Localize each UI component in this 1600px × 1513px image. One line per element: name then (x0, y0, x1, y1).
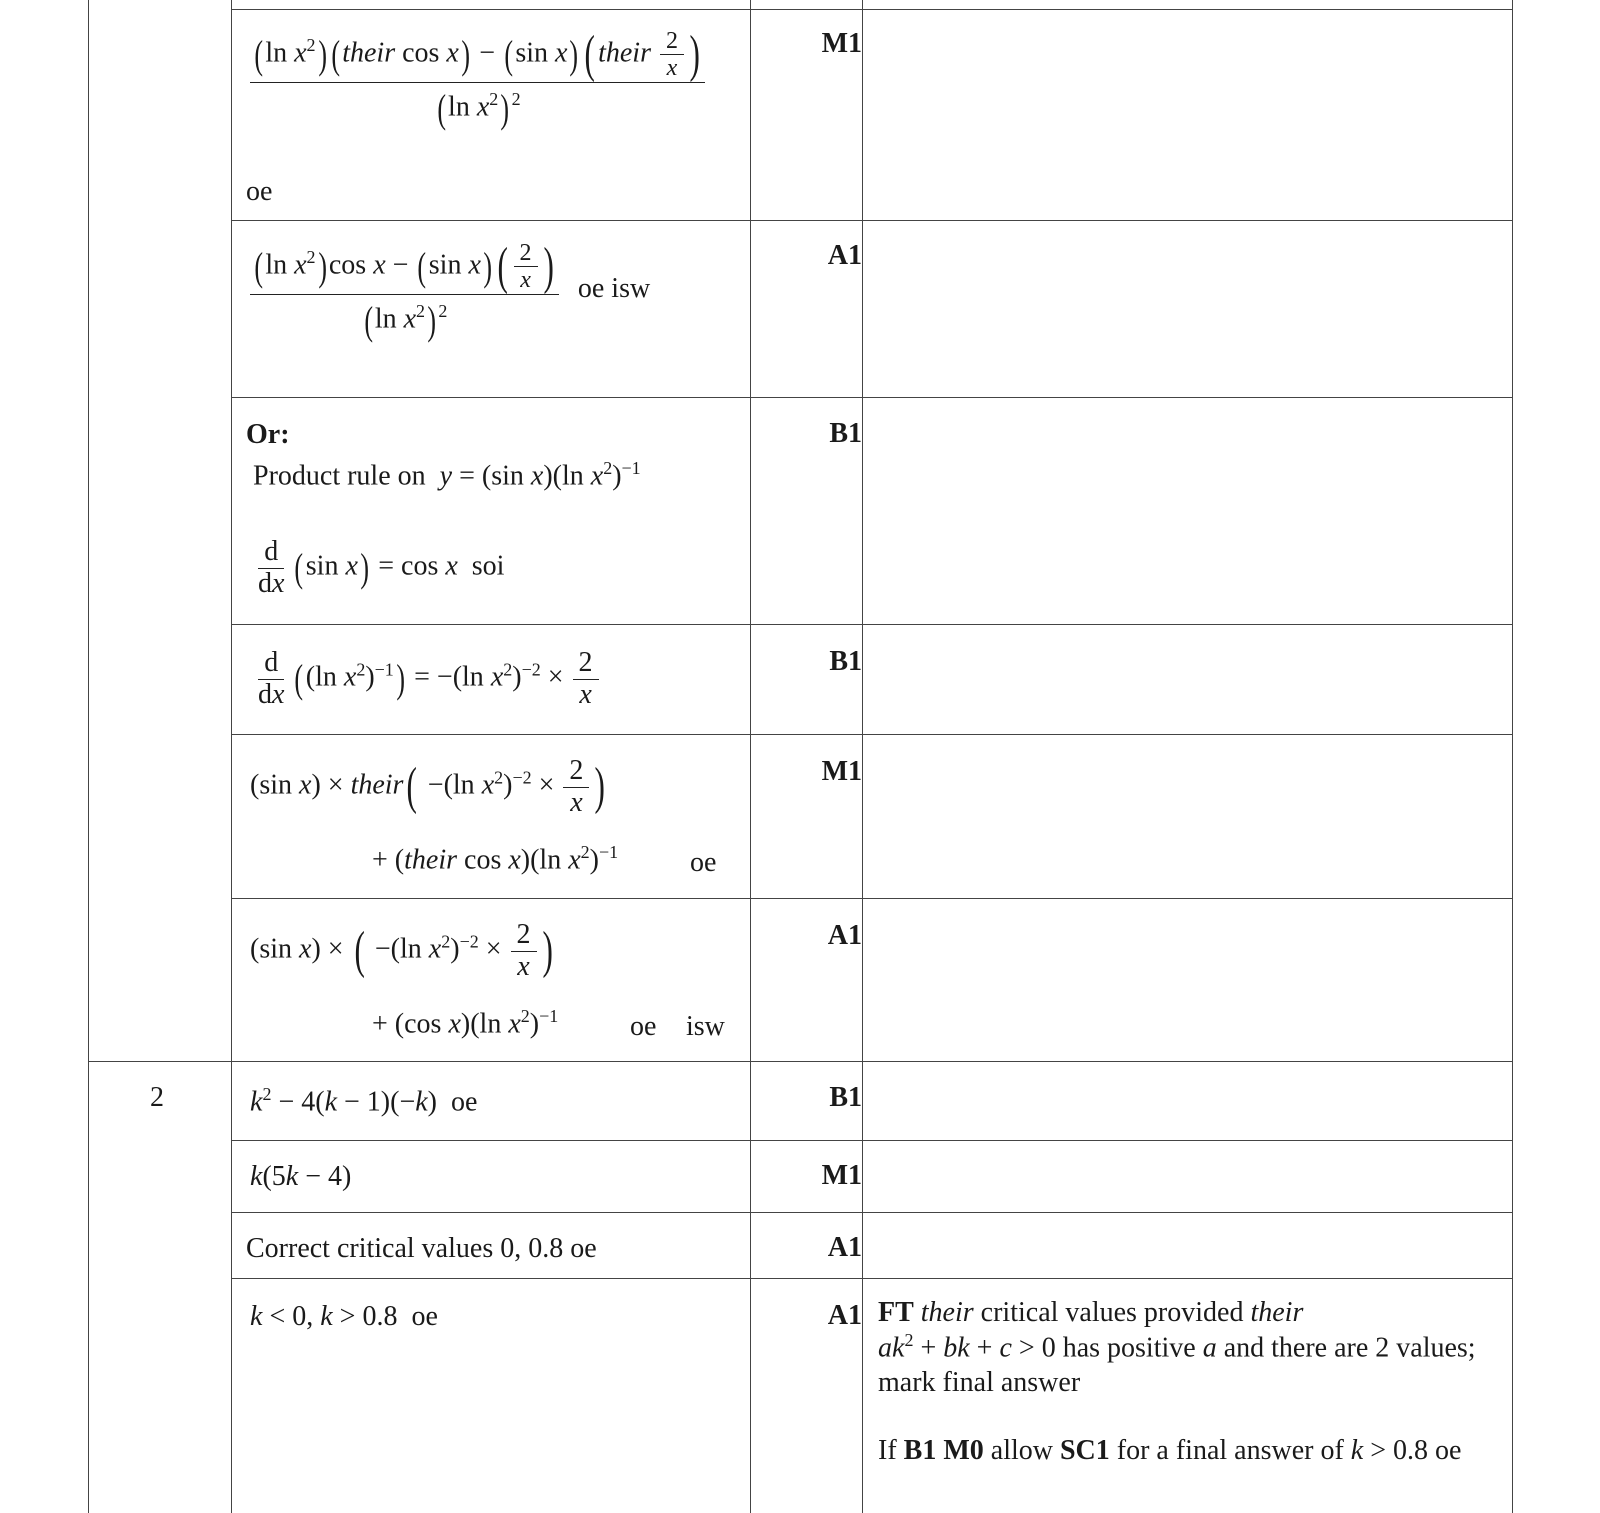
row-divider (231, 898, 1512, 899)
mark-code: M1 (821, 756, 862, 787)
mark-code: B1 (829, 646, 862, 677)
row-divider (231, 1140, 1512, 1141)
row-divider (231, 1212, 1512, 1213)
row-divider (231, 624, 1512, 625)
row-divider (231, 220, 1512, 221)
answer-quotient-rule-correct: (ln $x^2)\cos$ x − (sin x) ( $\frac{2}{x}$ ) (ln $x^2$) $^2$ oe isw (248, 240, 650, 341)
mark-code: B1 (829, 418, 862, 449)
table-border-left (88, 0, 89, 1513)
mark-code: M1 (821, 1160, 862, 1191)
row-divider (231, 1278, 1512, 1279)
table-border-right (1512, 0, 1513, 1513)
oe-note: oe (411, 1301, 438, 1332)
guidance-quadratic-line: $ak^2$ + bk + c > 0 has positive a and there are 2 values; (878, 1330, 1476, 1364)
product-rule-general-line2: + (their cos x)(ln $x^2)^{-1}$ (372, 842, 619, 876)
derivative-ln-inverse: $\frac{d}{dx}$ ((ln $x^2)^{-1}) = -(\ln$ $x^2)^{-2}$ × $\frac{2}{x}$ (250, 648, 601, 711)
guidance-ft-line: FT their critical values provided their (878, 1297, 1304, 1328)
mark-code: A1 (827, 1300, 862, 1331)
product-rule-line: Product rule on y = (sin x)(ln $x^2)^{-1}$ (253, 458, 641, 492)
product-rule-correct-line2: + (cos x)(ln $x^2)^{-1}$ (372, 1006, 559, 1040)
mark-code: A1 (827, 240, 862, 271)
column-divider-1 (231, 0, 232, 1513)
product-rule-correct: (sin x) × ( −(ln $x^2)^{-2}$ × $\frac{2}{x}$ ) (250, 919, 553, 982)
oe-note: oe (630, 1011, 657, 1042)
product-rule-general: (sin x) × their( −(ln $x^2)^{-2}$ × $\frac{2}{x}$ ) (250, 755, 606, 818)
oe-note: oe (690, 847, 717, 878)
guidance-sc-line: If B1 M0 allow SC1 for a final answer of k > 0.8 oe (878, 1434, 1462, 1466)
oe-note: oe (246, 176, 273, 207)
row-divider (231, 397, 1512, 398)
column-divider-2 (750, 0, 751, 1513)
factorised-expression: k(5k − 4) (250, 1161, 352, 1192)
final-inequality: k < 0, k > 0.8 oe (250, 1301, 438, 1332)
product-rule-text: Product rule on (253, 460, 426, 492)
question-divider (88, 1061, 1512, 1062)
critical-values: Correct critical values 0, 0.8 oe (246, 1233, 597, 1264)
row-divider (231, 734, 1512, 735)
guidance-note (878, 1296, 1528, 1468)
soi-note: soi (471, 550, 505, 582)
derivative-sin: $\frac{d}{dx}$ (sin x) = cos x soi (258, 536, 505, 599)
discriminant-expression: $k^2 - 4(k - 1)(-k)$ oe (250, 1084, 478, 1118)
oe-note: oe (451, 1086, 478, 1118)
mark-code: A1 (827, 1232, 862, 1263)
answer-quotient-rule-general: (ln $x^2$) (their cos x) − (sin x) ( their $\frac{2}{x}$ ) (ln $x^2$) $^2$ (248, 28, 707, 129)
question-number: 2 (150, 1082, 164, 1113)
guidance-final-answer-line: mark final answer (878, 1366, 1081, 1398)
isw-note: isw (686, 1011, 725, 1042)
mark-code: M1 (821, 28, 862, 59)
column-divider-3 (862, 0, 863, 1513)
mark-code: B1 (829, 1082, 862, 1113)
or-label: Or: (246, 419, 290, 450)
oe-isw-note: oe isw (577, 272, 651, 304)
mark-code: A1 (827, 920, 862, 951)
row-divider (231, 9, 1512, 10)
